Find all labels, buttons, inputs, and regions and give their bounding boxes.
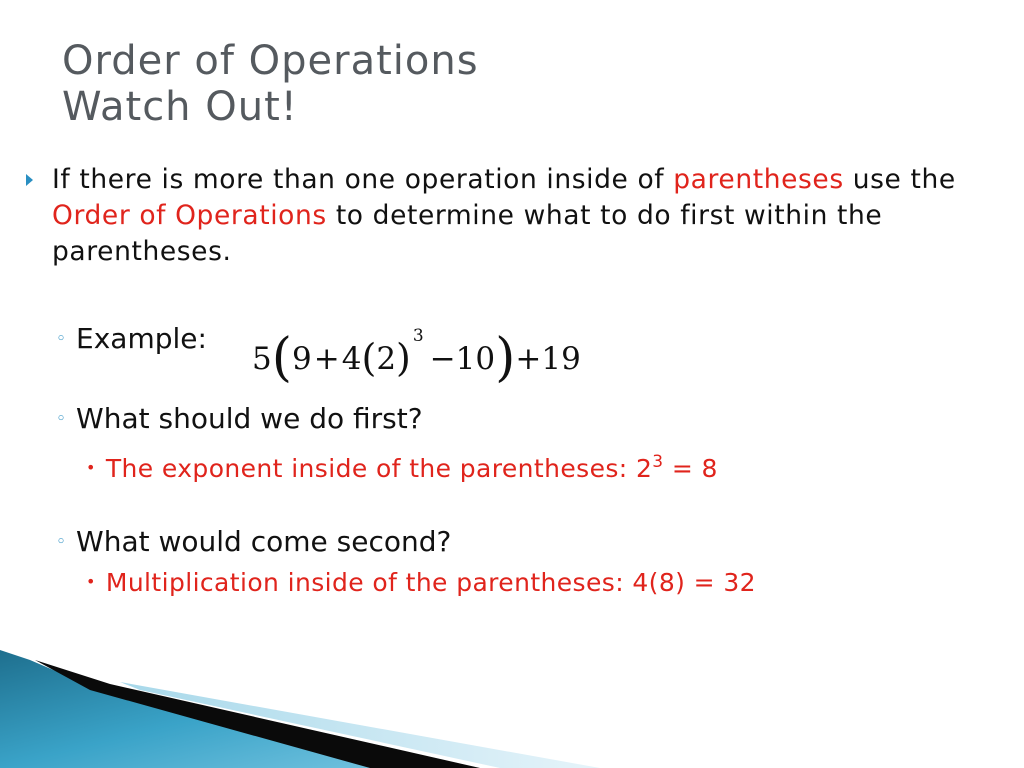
ring-bullet-icon: ◦ [56, 409, 67, 429]
bullet-text-2: use the [843, 164, 956, 195]
expr-inner-left-paren: ( [361, 336, 377, 380]
expr-term-4: 4 [341, 341, 362, 377]
dot-bullet-icon: • [86, 458, 96, 477]
expr-base-2: 2 [376, 341, 397, 377]
expr-plus-19: +19 [515, 341, 581, 377]
bullet-highlight-order: Order of Operations [52, 200, 327, 231]
bullet-highlight-parentheses: parentheses [673, 164, 844, 195]
answer-1-text: The exponent inside of the parentheses: 2 [105, 454, 653, 483]
expr-minus-10: −10 [429, 341, 496, 377]
answer-2-text: Multiplication inside of the parentheses: 4(8) = 32 [105, 568, 756, 597]
title-line-2: Watch Out! [62, 84, 298, 130]
expr-term-9: 9 [292, 341, 312, 377]
question-2-text: What would come second? [76, 525, 452, 558]
expr-inner-right-paren: ) [396, 336, 411, 380]
expr-coefficient: 5 [252, 341, 272, 377]
ring-bullet-icon: ◦ [56, 532, 67, 552]
answer-1-result: = 8 [663, 454, 718, 483]
dot-bullet-icon: • [86, 572, 96, 591]
expr-left-paren: ( [271, 328, 293, 388]
example-label: Example: [76, 322, 207, 355]
ring-bullet-icon: ◦ [56, 329, 67, 349]
bullet-text-3: to determine what to do first within the parentheses. [52, 200, 883, 267]
expr-plus: + [313, 341, 340, 377]
bullet-text-1: If there is more than one operation inside of [52, 164, 674, 195]
expr-exponent: 3 [412, 326, 424, 346]
answer-1-exponent: 3 [652, 452, 664, 472]
expr-right-paren: ) [495, 328, 516, 388]
question-1-text: What should we do first? [76, 402, 423, 435]
title-line-1: Order of Operations [62, 38, 479, 84]
